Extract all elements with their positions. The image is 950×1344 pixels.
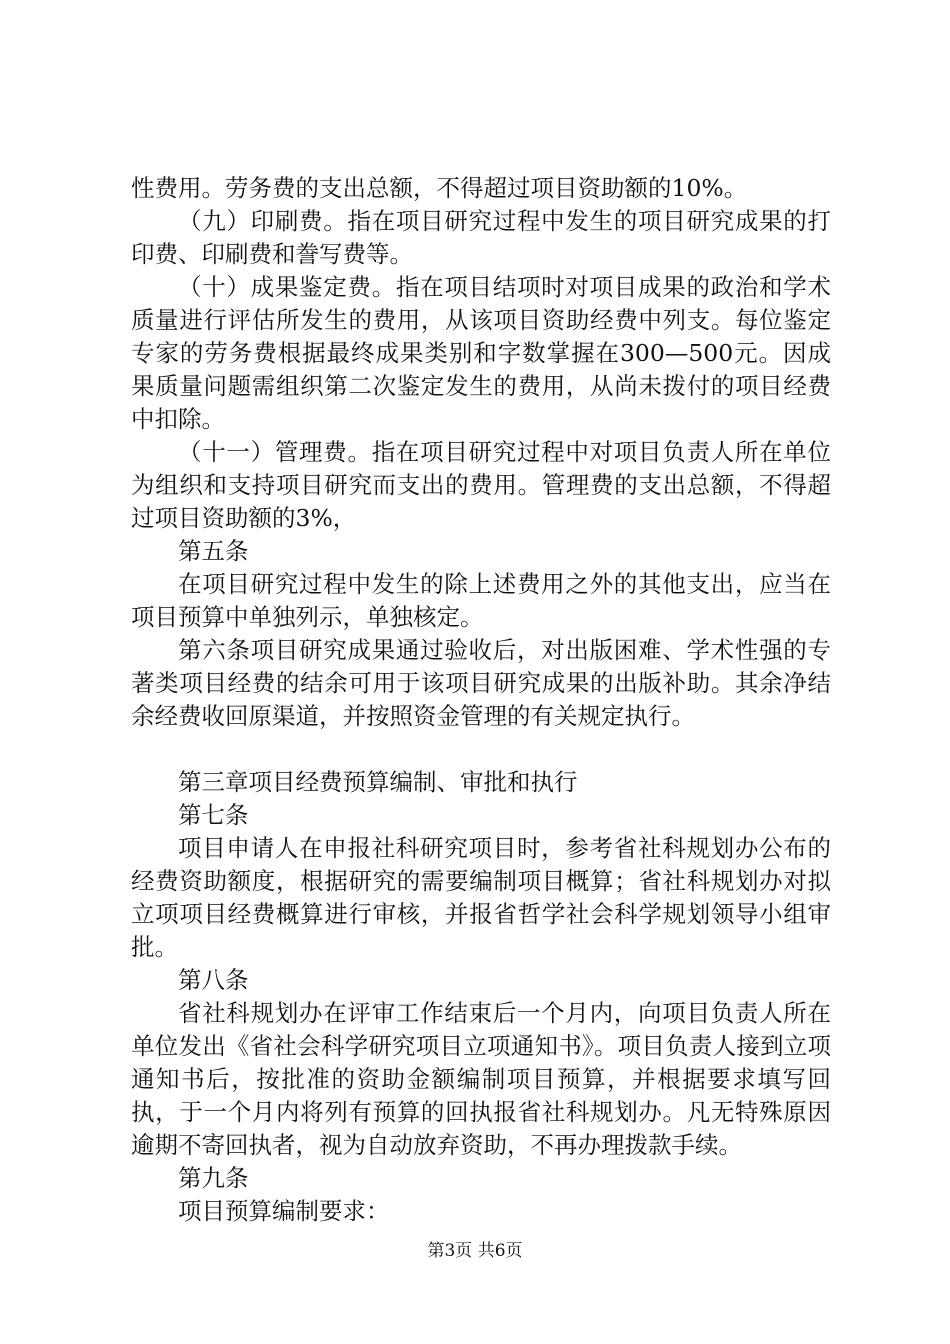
- page-footer: 第3页 共6页: [427, 1241, 523, 1261]
- blank-line: [131, 733, 831, 766]
- paragraph-article-7: 项目申请人在申报社科研究项目时，参考省社科规划办公布的经费资助额度，根据研究的需要编制项目概算；省社科规划办对拟立项项目经费概算进行审核，并报省哲学社会科学规划领导小组审批。: [131, 834, 831, 961]
- paragraph-article-6: 第六条项目研究成果通过验收后，对出版困难、学术性强的专著类项目经费的结余可用于该项目研究成果的出版补助。其余净结余经费收回原渠道，并按照资金管理的有关规定执行。: [131, 636, 831, 730]
- paragraph-printing-fee: （九）印刷费。指在项目研究过程中发生的项目研究成果的打印费、印刷费和誊写费等。: [131, 207, 831, 268]
- article-5-heading: 第五条: [178, 537, 249, 565]
- paragraph-article-9: 项目预算编制要求：: [178, 1197, 390, 1225]
- article-8-heading: 第八条: [178, 966, 249, 994]
- paragraph-article-5: 在项目研究过程中发生的除上述费用之外的其他支出，应当在项目预算中单独列示，单独核定。: [131, 570, 831, 631]
- paragraph-article-8: 省社科规划办在评审工作结束后一个月内，向项目负责人所在单位发出《省社会科学研究项目立项通知书》。项目负责人接到立项通知书后，按批准的资助金额编制项目预算，并根据要求填写回执，于一个月内将列有预算的回执报省社科规划办。凡无特殊原因逾期不寄回执者，视为自动放弃资助，不再办理拨款手续。: [131, 999, 831, 1159]
- paragraph-management-fee: （十一）管理费。指在项目研究过程中对项目负责人所在单位为组织和支持项目研究而支出的费用。管理费的支出总额，不得超过项目资助额的3%，: [131, 438, 831, 532]
- document-body: [131, 172, 831, 1228]
- article-9-heading: 第九条: [178, 1164, 249, 1192]
- paragraph-labor-fee-end: 性费用。劳务费的支出总额，不得超过项目资助额的10%。: [131, 174, 748, 202]
- chapter-3-heading: 第三章项目经费预算编制、审批和执行: [178, 768, 578, 796]
- article-7-heading: 第七条: [178, 801, 249, 829]
- paragraph-appraisal-fee: （十）成果鉴定费。指在项目结项时对项目成果的政治和学术质量进行评估所发生的费用，从该项目资助经费中列支。每位鉴定专家的劳务费根据最终成果类别和字数掌握在300—500元。因成果质量问题需组织第二次鉴定发生的费用，从尚未拨付的项目经费中扣除。: [131, 273, 831, 433]
